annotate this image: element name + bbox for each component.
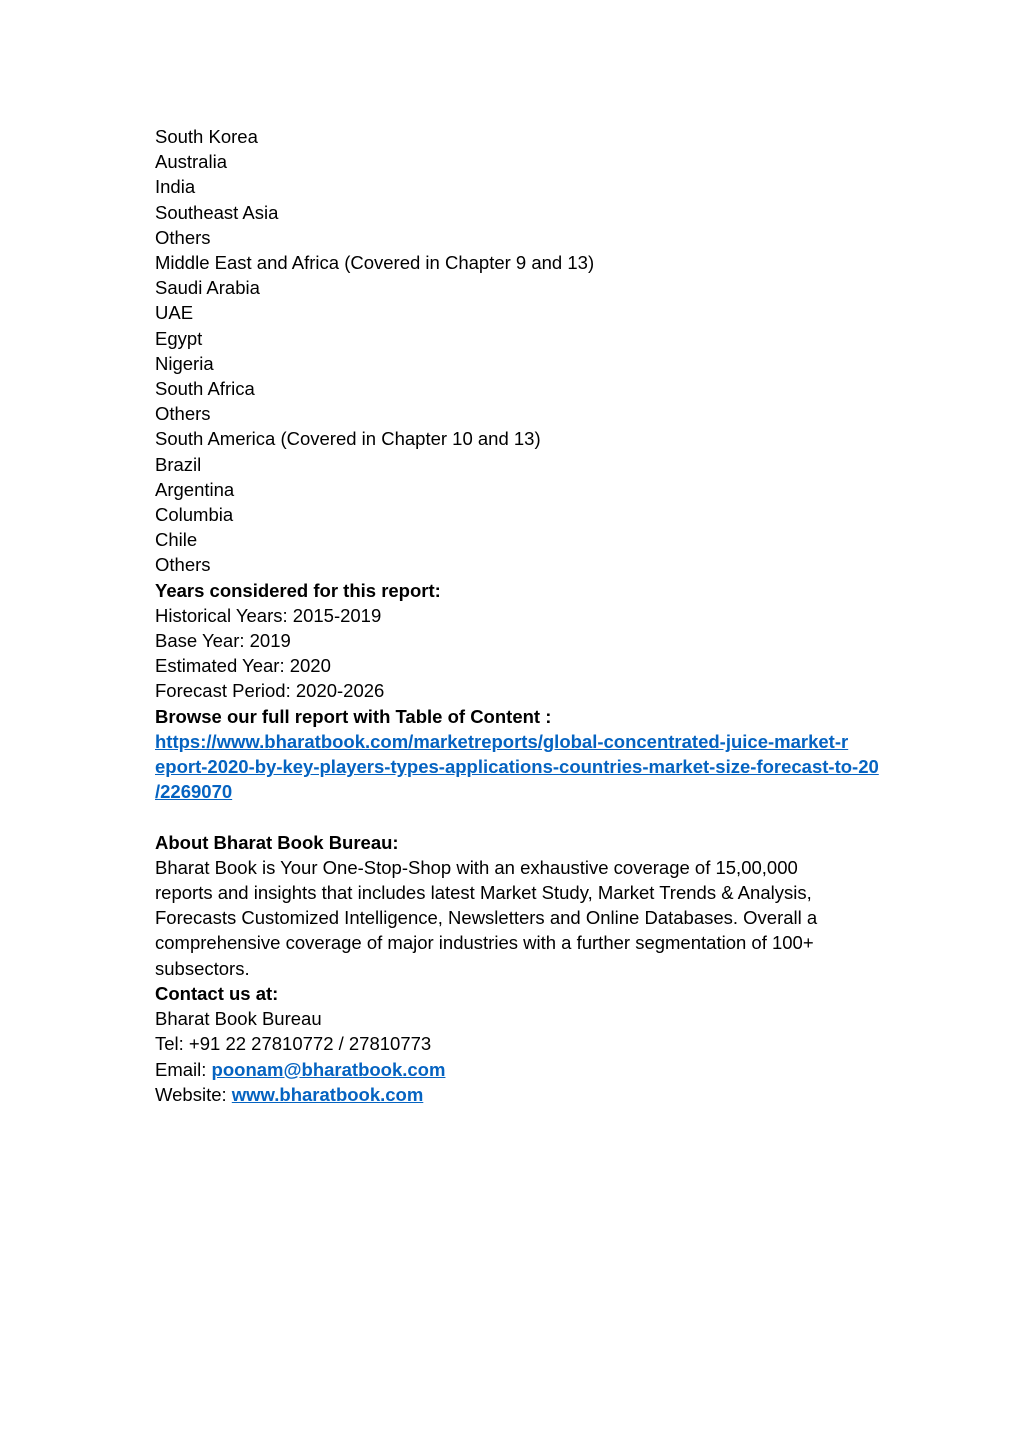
about-text-line: Bharat Book is Your One-Stop-Shop with an exhaustive coverage of 15,00,000 [155, 856, 798, 878]
list-item: Others [155, 554, 211, 576]
list-item: Middle East and Africa (Covered in Chapter 9 and 13) [155, 252, 595, 274]
list-item: Columbia [155, 504, 234, 526]
list-item: UAE [155, 302, 194, 324]
contact-email-row [155, 1057, 875, 1082]
years-section [155, 578, 875, 704]
contact-heading: Contact us at: [155, 982, 279, 1004]
browse-heading: Browse our full report with Table of Content : [155, 705, 552, 727]
contact-company: Bharat Book Bureau [155, 1008, 322, 1030]
spacer [155, 804, 875, 829]
list-item: Saudi Arabia [155, 277, 260, 299]
email-link[interactable]: poonam@bharatbook.com [211, 1058, 446, 1080]
list-item: Chile [155, 529, 198, 551]
estimated-year: Estimated Year: 2020 [155, 655, 331, 677]
about-text-line: subsectors. [155, 957, 250, 979]
about-text-line: reports and insights that includes latest Market Study, Market Trends & Analysis, [155, 882, 812, 904]
about-section [155, 830, 875, 981]
list-item: Brazil [155, 453, 202, 475]
region-list [155, 124, 875, 578]
website-link[interactable]: www.bharatbook.com [231, 1083, 424, 1105]
about-text-line: Forecasts Customized Intelligence, Newsletters and Online Databases. Overall a [155, 907, 818, 929]
about-heading: About Bharat Book Bureau: [155, 831, 399, 853]
list-item: Southeast Asia [155, 201, 279, 223]
list-item: Nigeria [155, 352, 214, 374]
list-item: Others [155, 226, 211, 248]
contact-section [155, 981, 875, 1107]
list-item: South America (Covered in Chapter 10 and 13) [155, 428, 541, 450]
browse-section [155, 704, 879, 805]
website-label: Website: [155, 1083, 232, 1105]
email-label: Email: [155, 1058, 212, 1080]
list-item: Egypt [155, 327, 203, 349]
report-link-line[interactable]: /2269070 [155, 781, 233, 803]
about-text-line: comprehensive coverage of major industries with a further segmentation of 100+ [155, 932, 814, 954]
list-item: South Africa [155, 378, 255, 400]
years-heading: Years considered for this report: [155, 579, 441, 601]
list-item: Australia [155, 151, 227, 173]
contact-website-row [155, 1082, 875, 1107]
document-page [155, 124, 879, 1107]
contact-tel: Tel: +91 22 27810772 / 27810773 [155, 1033, 432, 1055]
report-link[interactable] [155, 729, 879, 805]
forecast-period: Forecast Period: 2020-2026 [155, 680, 385, 702]
report-link-line[interactable]: https://www.bharatbook.com/marketreports/global-concentrated-juice-market-r [155, 730, 849, 752]
list-item: Others [155, 403, 211, 425]
list-item: South Korea [155, 126, 258, 147]
report-link-line[interactable]: eport-2020-by-key-players-types-applications-countries-market-size-forecast-to-20 [155, 756, 879, 778]
base-year: Base Year: 2019 [155, 630, 291, 652]
historical-years: Historical Years: 2015-2019 [155, 604, 382, 626]
list-item: Argentina [155, 478, 235, 500]
list-item: India [155, 176, 196, 198]
